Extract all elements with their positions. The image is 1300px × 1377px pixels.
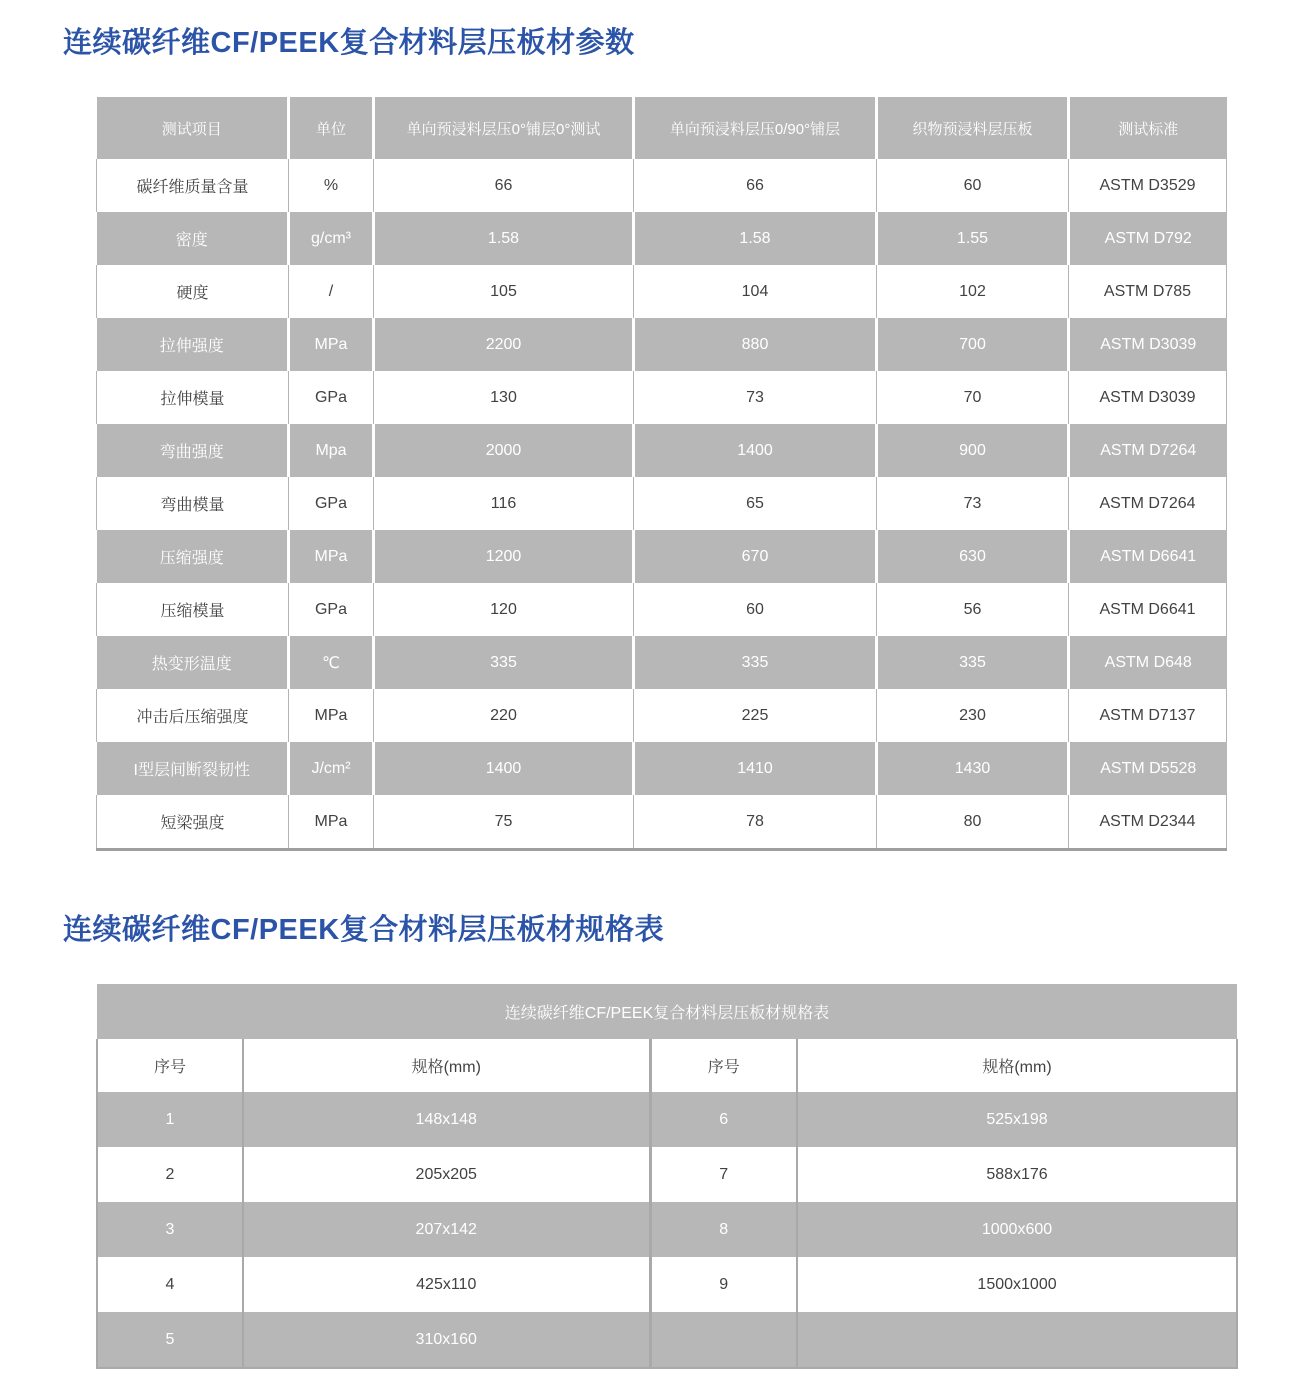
table-cell: 6 — [650, 1092, 797, 1147]
section2-title: 连续碳纤维CF/PEEK复合材料层压板材规格表 — [63, 914, 665, 946]
table-cell: 60 — [877, 159, 1069, 212]
table-cell: 拉伸模量 — [97, 371, 289, 424]
table-cell: 硬度 — [97, 265, 289, 318]
table-cell: ASTM D792 — [1069, 212, 1227, 265]
table-cell: ASTM D648 — [1069, 636, 1227, 689]
table-cell: 78 — [634, 795, 877, 850]
table-cell: 73 — [634, 371, 877, 424]
table-cell: 80 — [877, 795, 1069, 850]
table-cell: ASTM D7264 — [1069, 477, 1227, 530]
table-cell: 1.58 — [634, 212, 877, 265]
table-cell: 压缩模量 — [97, 583, 289, 636]
table-cell: 1410 — [634, 742, 877, 795]
table-cell: 60 — [634, 583, 877, 636]
table-cell: GPa — [289, 583, 374, 636]
table-cell: 碳纤维质量含量 — [97, 159, 289, 212]
table-cell: 70 — [877, 371, 1069, 424]
table-cell: 拉伸强度 — [97, 318, 289, 371]
table-cell: 3 — [97, 1202, 243, 1257]
table-row — [97, 1092, 1237, 1147]
table-cell: 短梁强度 — [97, 795, 289, 850]
table-row — [97, 318, 1227, 371]
table-cell: ℃ — [289, 636, 374, 689]
table-cell: Mpa — [289, 424, 374, 477]
table-row — [97, 424, 1227, 477]
table-cell — [797, 1312, 1237, 1368]
section1-title: 连续碳纤维CF/PEEK复合材料层压板材参数 — [63, 27, 635, 59]
table-row — [97, 477, 1227, 530]
table-cell: 880 — [634, 318, 877, 371]
column-header: 单向预浸料层压0/90°铺层 — [634, 97, 877, 159]
table-cell: 65 — [634, 477, 877, 530]
table-cell: 66 — [374, 159, 634, 212]
table-cell — [650, 1312, 797, 1368]
table-cell: 230 — [877, 689, 1069, 742]
table-cell: 225 — [634, 689, 877, 742]
table-cell: 120 — [374, 583, 634, 636]
column-header: 序号 — [97, 1039, 243, 1092]
table-cell: 66 — [634, 159, 877, 212]
table-cell: 900 — [877, 424, 1069, 477]
table-cell: ASTM D2344 — [1069, 795, 1227, 850]
table-cell: ASTM D785 — [1069, 265, 1227, 318]
table-cell: % — [289, 159, 374, 212]
column-header: 规格(mm) — [797, 1039, 1237, 1092]
column-header: 规格(mm) — [243, 1039, 650, 1092]
table-cell: ASTM D3039 — [1069, 318, 1227, 371]
table-row — [97, 530, 1227, 583]
specs-table-caption: 连续碳纤维CF/PEEK复合材料层压板材规格表 — [97, 984, 1237, 1039]
table-cell: MPa — [289, 795, 374, 850]
table-cell: 105 — [374, 265, 634, 318]
table-cell: 75 — [374, 795, 634, 850]
table-cell: 2000 — [374, 424, 634, 477]
table-row — [97, 1202, 1237, 1257]
table-row — [97, 371, 1227, 424]
table-cell: ASTM D7264 — [1069, 424, 1227, 477]
table-cell: 670 — [634, 530, 877, 583]
specs-table-body — [97, 1092, 1237, 1368]
table-cell: 335 — [374, 636, 634, 689]
table-cell: 9 — [650, 1257, 797, 1312]
table-cell: 4 — [97, 1257, 243, 1312]
table-cell: 1 — [97, 1092, 243, 1147]
table-cell: 130 — [374, 371, 634, 424]
table-cell: 116 — [374, 477, 634, 530]
table-cell: 207x142 — [243, 1202, 650, 1257]
table-cell: 588x176 — [797, 1147, 1237, 1202]
table-cell: 56 — [877, 583, 1069, 636]
table-cell: 1400 — [634, 424, 877, 477]
column-header: 单向预浸料层压0°铺层0°测试 — [374, 97, 634, 159]
column-header: 测试标准 — [1069, 97, 1227, 159]
table-cell: 148x148 — [243, 1092, 650, 1147]
table-cell: 700 — [877, 318, 1069, 371]
table-cell: 73 — [877, 477, 1069, 530]
table-cell: 335 — [877, 636, 1069, 689]
table-cell: 7 — [650, 1147, 797, 1202]
table-cell: 525x198 — [797, 1092, 1237, 1147]
table-cell: J/cm² — [289, 742, 374, 795]
table-row — [97, 212, 1227, 265]
table-row — [97, 1257, 1237, 1312]
table-cell: 1500x1000 — [797, 1257, 1237, 1312]
table-cell: ASTM D5528 — [1069, 742, 1227, 795]
table-cell: 1200 — [374, 530, 634, 583]
table-cell: 220 — [374, 689, 634, 742]
table-cell: MPa — [289, 689, 374, 742]
specs-table — [96, 984, 1238, 1369]
table-cell: 5 — [97, 1312, 243, 1368]
table-cell: 弯曲强度 — [97, 424, 289, 477]
table-cell: 630 — [877, 530, 1069, 583]
table-cell: 冲击后压缩强度 — [97, 689, 289, 742]
table-cell: / — [289, 265, 374, 318]
table-row — [97, 689, 1227, 742]
table-cell: 1000x600 — [797, 1202, 1237, 1257]
table-row — [97, 742, 1227, 795]
table-cell: ASTM D6641 — [1069, 530, 1227, 583]
table-cell: 104 — [634, 265, 877, 318]
specs-caption-row — [97, 984, 1237, 1039]
table-row — [97, 583, 1227, 636]
table-cell: 2 — [97, 1147, 243, 1202]
column-header: 单位 — [289, 97, 374, 159]
table-cell: 2200 — [374, 318, 634, 371]
table-cell: 1400 — [374, 742, 634, 795]
table-cell: GPa — [289, 477, 374, 530]
table-cell: 1.55 — [877, 212, 1069, 265]
table-cell: 310x160 — [243, 1312, 650, 1368]
table-cell: I型层间断裂韧性 — [97, 742, 289, 795]
table-cell: 102 — [877, 265, 1069, 318]
table-cell: ASTM D6641 — [1069, 583, 1227, 636]
column-header: 测试项目 — [97, 97, 289, 159]
table-cell: MPa — [289, 530, 374, 583]
table-row — [97, 636, 1227, 689]
table-cell: g/cm³ — [289, 212, 374, 265]
parameters-table-body — [97, 159, 1227, 850]
table-cell: 弯曲模量 — [97, 477, 289, 530]
table-row — [97, 265, 1227, 318]
table-row — [97, 1312, 1237, 1368]
table-cell: ASTM D3039 — [1069, 371, 1227, 424]
table-cell: 8 — [650, 1202, 797, 1257]
specs-header-row — [97, 1039, 1237, 1092]
table-cell: 1430 — [877, 742, 1069, 795]
table-cell: ASTM D3529 — [1069, 159, 1227, 212]
table-cell: ASTM D7137 — [1069, 689, 1227, 742]
table-cell: GPa — [289, 371, 374, 424]
column-header: 织物预浸料层压板 — [877, 97, 1069, 159]
table-cell: 密度 — [97, 212, 289, 265]
table-row — [97, 1147, 1237, 1202]
parameters-table — [96, 97, 1227, 851]
table-cell: 热变形温度 — [97, 636, 289, 689]
table-cell: MPa — [289, 318, 374, 371]
column-header: 序号 — [650, 1039, 797, 1092]
table-cell: 425x110 — [243, 1257, 650, 1312]
table-cell: 1.58 — [374, 212, 634, 265]
parameters-header-row — [97, 97, 1227, 159]
table-cell: 335 — [634, 636, 877, 689]
table-cell: 压缩强度 — [97, 530, 289, 583]
table-cell: 205x205 — [243, 1147, 650, 1202]
table-row — [97, 795, 1227, 850]
table-row — [97, 159, 1227, 212]
